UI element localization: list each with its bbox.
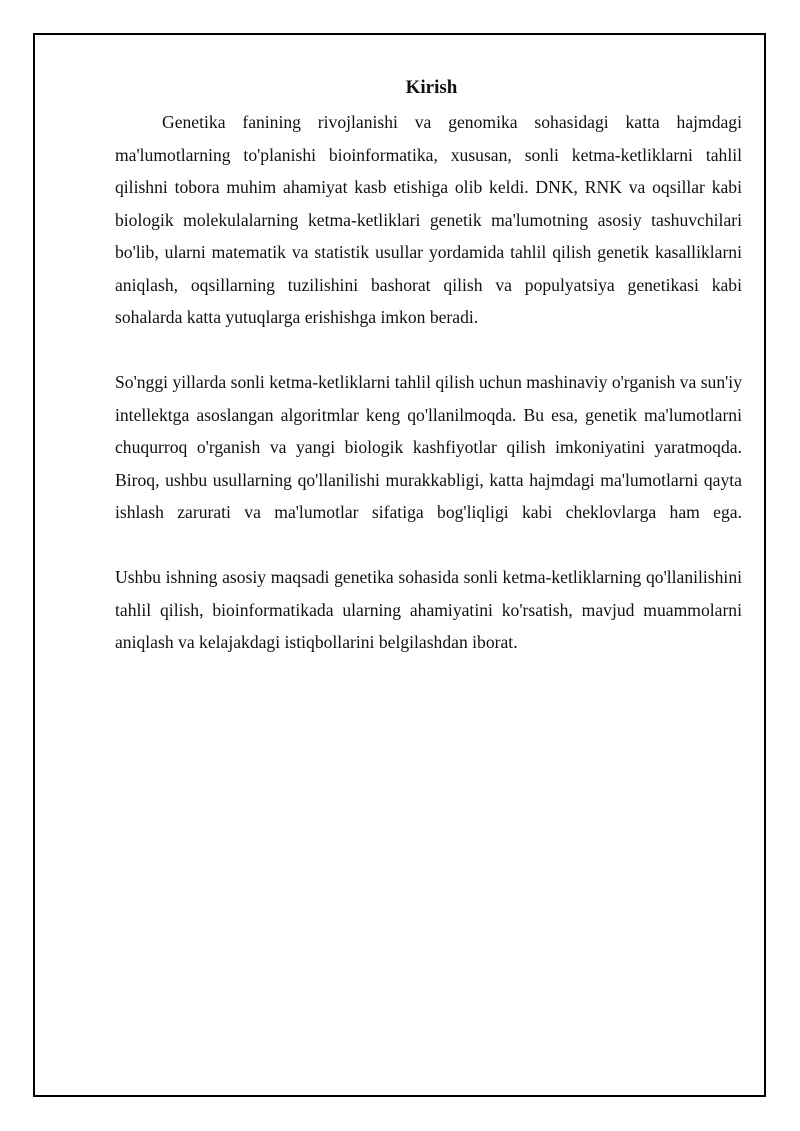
paragraph-methods: So'nggi yillarda sonli ketma-ketliklarni tahlil qilish uchun mashinaviy o'rganish va sun'iy intellektga asoslangan algoritmlar keng qo'llanilmoqda. Bu esa, genetik ma'lumotlarni chuqurroq o'rganish va yangi biologik kashfiyotlar qilish imkoniyatini yaratmoqda. Biroq, ushbu usullarning qo'llanilishi murakkabligi, katta hajmdagi ma'lumotlarni qayta ishlash zarurati va ma'lumotlar sifatiga bog'liqligi kabi cheklovlarga ham ega. — [115, 372, 742, 522]
paragraph-spacer — [115, 334, 742, 367]
document-body — [115, 76, 742, 659]
document-title: Kirish — [405, 77, 458, 98]
paragraph-intro: Genetika fanining rivojlanishi va genomika sohasidagi katta hajmdagi ma'lumotlarning to'planishi bioinformatika, xususan, sonli ketma-ketliklarni tahlil qilishni tobora muhim ahamiyat kasb etishiga olib keldi. DNK, RNK va oqsillar kabi biologik molekulalarning ketma-ketliklari genetik ma'lumotning asosiy tashuvchilari bo'lib, ularni matematik va statistik usullar yordamida tahlil qilish genetik kasalliklarni aniqlash, oqsillarning tuzilishini bashorat qilish va populyatsiya genetikasi kabi sohalarda katta yutuqlarga erishishga imkon beradi. — [115, 112, 742, 327]
paragraph-spacer — [115, 529, 742, 562]
paragraph-goal: Ushbu ishning asosiy maqsadi genetika sohasida sonli ketma-ketliklarning qo'llanilishini tahlil qilish, bioinformatikada ularning ahamiyatini ko'rsatish, mavjud muammolarni aniqlash va kelajakdagi istiqbollarini belgilashdan iborat. — [115, 567, 742, 652]
